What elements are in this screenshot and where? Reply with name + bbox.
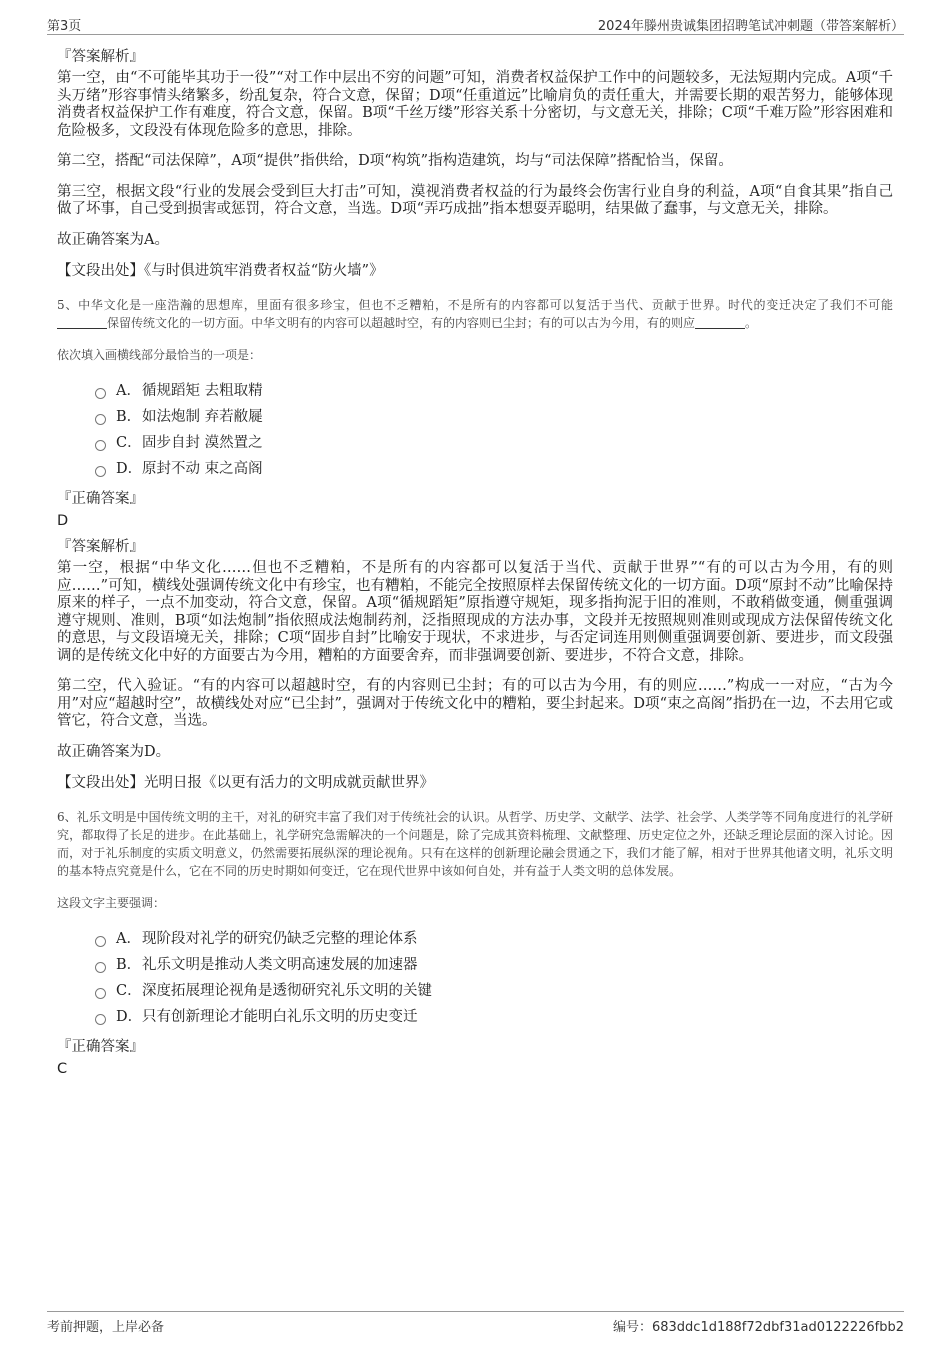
q6-options <box>95 926 893 1030</box>
q5-stem-part-a: 5、中华文化是一座浩瀚的思想库，里面有很多珍宝，但也不乏糟粕，不是所有的内容都可以复活于当代、贡献于世界。时代的变迁决定了我们不可能 <box>57 298 893 312</box>
q5-analysis-tag: 『答案解析』 <box>57 539 144 555</box>
radio-icon[interactable] <box>95 440 106 451</box>
q5-stem <box>57 296 893 332</box>
q5-option-b[interactable]: B． 如法炮制 弃若敝屣 <box>95 404 893 430</box>
radio-icon[interactable] <box>95 988 106 999</box>
q5-blank-1 <box>57 316 107 329</box>
q6-answer: C <box>57 1061 68 1077</box>
q5-stem-part-c: 。 <box>745 316 758 330</box>
q4-analysis-tag: 『答案解析』 <box>57 49 144 65</box>
q5-option-c[interactable]: C． 固步自封 漠然置之 <box>95 430 893 456</box>
q6-option-c[interactable]: C． 深度拓展理论视角是透彻研究礼乐文明的关键 <box>95 978 893 1004</box>
footer-slogan: 考前押题，上岸必备 <box>47 1320 165 1335</box>
document-title: 2024年滕州贵诚集团招聘笔试冲刺题（带答案解析） <box>597 19 904 34</box>
q4-analysis-p2: 第二空，搭配“司法保障”，A项“提供”指供给，D项“构筑”指构造建筑，均与“司法保障”搭配恰当，保留。 <box>57 153 733 169</box>
q6-option-b[interactable]: B． 礼乐文明是推动人类文明高速发展的加速器 <box>95 952 893 978</box>
page-content <box>57 46 893 1084</box>
page-footer <box>47 1311 904 1336</box>
q4-conclusion: 故正确答案为A。 <box>57 231 169 248</box>
q5-answer-tag: 『正确答案』 <box>57 491 144 507</box>
radio-icon[interactable] <box>95 388 106 399</box>
radio-icon[interactable] <box>95 466 106 477</box>
page-header <box>47 12 904 35</box>
q4-source: 【文段出处】《与时俱进筑牢消费者权益“防火墙”》 <box>57 263 384 279</box>
q4-analysis-p1: 第一空，由“不可能毕其功于一役”“对工作中层出不穷的问题”可知，消费者权益保护工作中的问题较多，无法短期内完成。A项“千头万绪”形容事情头绪繁多，纷乱复杂，符合文意，保留；D项“任重道远”比喻肩负的责任重大，并需要长期的艰苦努力，能够体现消费者权益保护工作有难度，符合文意，保留。B项“千丝万缕”形容关系十分密切，与文意无关，排除；C项“千难万险”形容困难和危险极多，文段没有体现危险多的意思，排除。 <box>57 70 893 139</box>
page-number: 第3页 <box>47 19 82 34</box>
q5-source: 【文段出处】光明日报《以更有活力的文明成就贡献世界》 <box>57 775 434 791</box>
footer-code: 编号：683ddc1d188f72dbf31ad0122226fbb2 <box>612 1320 904 1335</box>
q5-option-d[interactable]: D． 原封不动 束之高阁 <box>95 456 893 482</box>
q5-option-a[interactable]: A． 循规蹈矩 去粗取精 <box>95 378 893 404</box>
q6-option-a[interactable]: A． 现阶段对礼学的研究仍缺乏完整的理论体系 <box>95 926 893 952</box>
q5-options <box>95 378 893 482</box>
q5-stem-part-b: 保留传统文化的一切方面。中华文明有的内容可以超越时空，有的内容则已尘封；有的可以古为今用，有的则应 <box>107 316 696 330</box>
q5-conclusion: 故正确答案为D。 <box>57 743 171 760</box>
q6-option-d[interactable]: D． 只有创新理论才能明白礼乐文明的历史变迁 <box>95 1004 893 1030</box>
q5-blank-2 <box>695 316 745 329</box>
q5-answer: D <box>57 513 69 529</box>
radio-icon[interactable] <box>95 962 106 973</box>
q4-analysis-p3: 第三空，根据文段“行业的发展会受到巨大打击”可知，漠视消费者权益的行为最终会伤害行业自身的利益，A项“自食其果”指自己做了坏事，自己受到损害或惩罚，符合文意，当选。D项“弄巧成拙”指本想耍弄聪明，结果做了蠢事，与文意无关，排除。 <box>57 183 893 217</box>
q5-analysis-p1: 第一空，根据“中华文化……但也不乏糟粕，不是所有的内容都可以复活于当代、贡献于世界”“有的可以古为今用，有的则应……”可知，横线处强调传统文化中有珍宝，也有糟粕，不能完全按照原样去保留传统文化的一切方面。D项“原封不动”比喻保持原来的样子，一点不加变动，符合文意，保留。A项“循规蹈矩”原指遵守规矩，现多指拘泥于旧的准则，不敢稍做变通，侧重强调遵守规则、准则，B项“如法炮制”指依照成法炮制药剂，泛指照现成的方法办事，文段并无按照规则准则或现成方法保留传统文化的意思，与文段语境无关，排除；C项“固步自封”比喻安于现状，不求进步，与否定词连用则侧重强调要创新、要进步，而文段强调的是传统文化中好的方面要古为今用，糟粕的方面要舍弃，而非强调要创新、要进步，不符合文意，排除。 <box>57 560 893 664</box>
radio-icon[interactable] <box>95 1014 106 1025</box>
radio-icon[interactable] <box>95 414 106 425</box>
radio-icon[interactable] <box>95 936 106 947</box>
q6-prompt: 这段文字主要强调： <box>57 896 166 910</box>
q5-prompt: 依次填入画横线部分最恰当的一项是： <box>57 348 262 362</box>
q6-stem: 6、礼乐文明是中国传统文明的主干，对礼的研究丰富了我们对于传统社会的认识。从哲学、历史学、文献学、法学、社会学、人类学等不同角度进行的礼学研究，都取得了长足的进步。在此基础上，礼学研究急需解决的一个问题是，除了完成其资料梳理、文献整理、历史定位之外，还缺乏理论层面的深入讨论。因而，对于礼乐制度的实质文明意义，仍然需要拓展纵深的理论视角。只有在这样的创新理论融会贯通之下，我们才能了解，相对于世界其他诸文明，礼乐文明的基本特点究竟是什么，它在不同的历史时期如何变迁，它在现代世界中该如何自处，并有益于人类文明的总体发展。 <box>57 810 893 878</box>
q5-analysis-p2: 第二空，代入验证。“有的内容可以超越时空，有的内容则已尘封；有的可以古为今用，有的则应……”构成一一对应，“古为今用”对应“超越时空”，故横线处对应“已尘封”，强调对于传统文化中的糟粕，要尘封起来。D项“束之高阁”指扔在一边，不去用它或管它，符合文意，当选。 <box>57 678 893 729</box>
q6-answer-tag: 『正确答案』 <box>57 1039 144 1055</box>
